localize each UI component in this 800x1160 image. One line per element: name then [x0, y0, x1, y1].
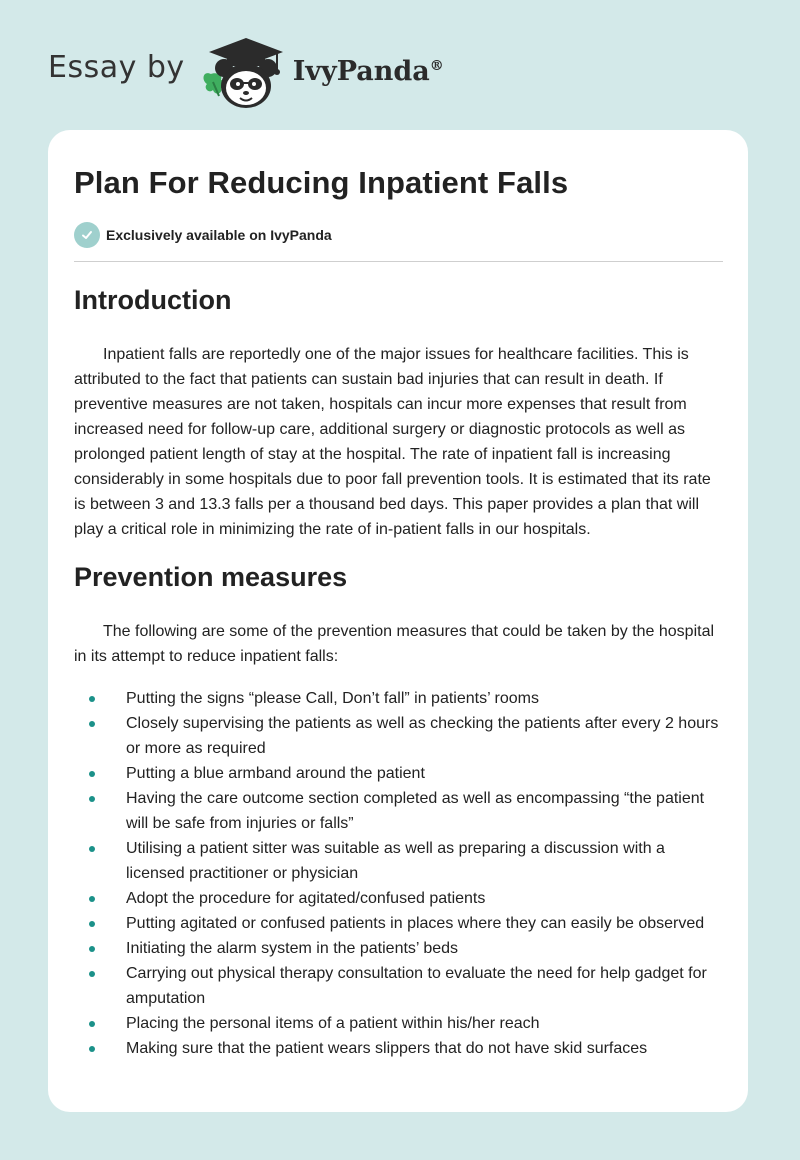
bullet-icon [89, 896, 95, 902]
list-item: Adopt the procedure for agitated/confused patients [74, 886, 723, 911]
list-item: Initiating the alarm system in the patients’ beds [74, 936, 723, 961]
essay-by-label: Essay by [48, 49, 185, 85]
bullet-icon [89, 796, 95, 802]
site-header [48, 30, 444, 110]
title-divider [74, 261, 723, 262]
list-item: Putting a blue armband around the patient [74, 761, 723, 786]
exclusive-badge [74, 222, 332, 248]
list-item: Making sure that the patient wears slippers that do not have skid surfaces [74, 1036, 723, 1061]
introduction-paragraph: Inpatient falls are reportedly one of the major issues for healthcare facilities. This is attributed to the fact that patients can sustain bad injuries that can result in death. If preventive measures are not taken, hospitals can incur more expenses that result from increased need for follow-up care, additional surgery or diagnostic protocols as well as prolonged patient length of stay at the hospital. The rate of inpatient fall is increasing considerably in some hospitals due to poor fall prevention tools. It is estimated that its rate is between 3 and 13.3 falls per a thousand bed days. This paper provides a plan that will play a critical role in minimizing the rate of in-patient falls in our hospitals. [74, 346, 711, 538]
registered-mark: ® [429, 57, 444, 74]
list-item: Putting the signs “please Call, Don’t fall” in patients’ rooms [74, 686, 723, 711]
list-item: Putting agitated or confused patients in places where they can easily be observed [74, 911, 723, 936]
bullet-icon [89, 921, 95, 927]
list-item: Having the care outcome section completed as well as encompassing “the patient will be safe from injuries or falls” [74, 786, 723, 836]
bullet-icon [89, 846, 95, 852]
list-item: Closely supervising the patients as well as checking the patients after every 2 hours or more as required [74, 711, 723, 761]
checkmark-icon [74, 222, 100, 248]
list-item: Carrying out physical therapy consultation to evaluate the need for help gadget for amputation [74, 961, 723, 1011]
section-heading-prevention: Prevention measures [74, 562, 348, 592]
prevention-intro-paragraph: The following are some of the prevention measures that could be taken by the hospital in its attempt to reduce inpatient falls: [74, 623, 715, 665]
bullet-icon [89, 1021, 95, 1027]
brand-name[interactable]: IvyPanda® [292, 55, 444, 87]
essay-title: Plan For Reducing Inpatient Falls [74, 165, 569, 200]
panda-graduate-icon[interactable] [197, 30, 289, 110]
bullet-icon [89, 946, 95, 952]
list-item: Utilising a patient sitter was suitable as well as preparing a discussion with a licensed practitioner or physician [74, 836, 723, 886]
bullet-icon [89, 721, 95, 727]
essay-card [48, 130, 748, 1112]
list-item: Placing the personal items of a patient within his/her reach [74, 1011, 723, 1036]
section-heading-introduction: Introduction [74, 285, 232, 315]
prevention-measures-list [74, 686, 723, 1061]
bullet-icon [89, 771, 95, 777]
bullet-icon [89, 971, 95, 977]
exclusive-badge-text: Exclusively available on IvyPanda [106, 227, 332, 243]
bullet-icon [89, 696, 95, 702]
bullet-icon [89, 1046, 95, 1052]
